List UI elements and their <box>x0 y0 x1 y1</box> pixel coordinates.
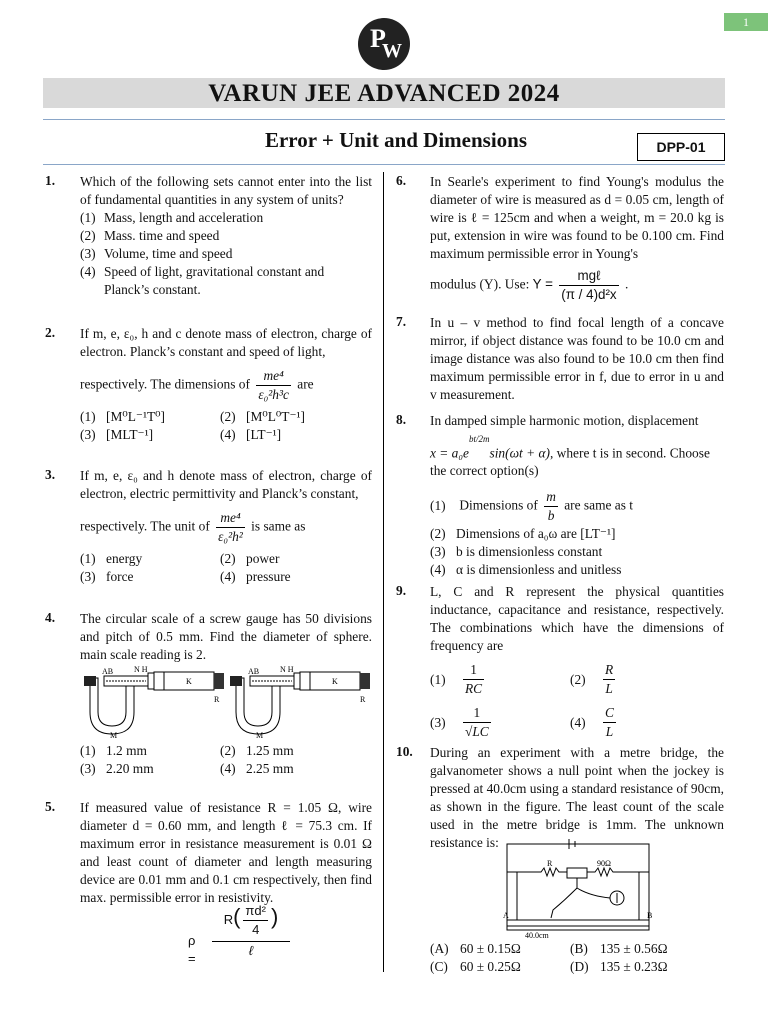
option: (1) Dimensions of $\frac{m}{b}$ are same as t <box>430 489 634 524</box>
question-6 <box>430 173 724 304</box>
svg-text:K: K <box>186 677 192 686</box>
question-number: 7. <box>396 314 407 329</box>
option: (3) b is dimensionless constant <box>430 544 603 560</box>
question-9 <box>430 583 724 741</box>
divider-line <box>43 164 725 165</box>
question-number: 8. <box>396 412 407 427</box>
page-number: 1 <box>724 13 768 31</box>
pw-logo: P W <box>358 18 410 70</box>
svg-text:R: R <box>547 859 553 868</box>
dpp-label: DPP-01 <box>637 133 725 161</box>
option: (4) Speed of light, gravitational constant and Planck’s constant. <box>80 264 325 297</box>
fraction: $\frac{\text{me⁴}}{\text{ε₀²h²}}$ <box>218 510 243 544</box>
svg-text:90Ω: 90Ω <box>597 859 611 868</box>
page-subtitle: Error + Unit and Dimensions <box>264 128 528 152</box>
fraction: $\frac{\text{me⁴}}{\text{ε₀²h³c}}$ <box>258 368 289 402</box>
options-grid: (1) [M⁰L⁻¹T⁰] (2) [M⁰L⁰T⁻¹] (3) [MLT⁻¹] (4) [LT⁻¹] <box>80 409 306 442</box>
option: (2) Dimensions of a₀ω are [LT⁻¹] <box>430 526 616 542</box>
screw-gauge-figure <box>80 664 372 740</box>
question-text: L, C and R represent the physical quantities inductance, capacitance and resistance, respectively. The combinations which have the dimensions of frequency are <box>430 584 724 653</box>
question-4 <box>80 610 372 664</box>
question-text: If measured value of resistance R = 1.05 Ω, wire diameter d = 0.60 mm, and length ℓ = 75.3 cm. If maximum error in resistance measurement is 0.01 Ω and least count of diameter and length measuring device are 0.01 mm and 0.1 cm respectively, then find max. permissible error in resistivity. <box>80 800 372 905</box>
column-divider <box>383 172 384 972</box>
question-number: 4. <box>45 610 56 625</box>
question-number: 1. <box>45 173 56 188</box>
question-text: modulus (Y). Use: Y = $\frac{\text{mgℓ}}{\text{(π / 4)d²x}}$ . <box>430 268 629 302</box>
question-text: Which of the following sets cannot enter into the list of fundamental quantities in any system of units? <box>80 174 372 207</box>
options-grid: (A) 60 ± 0.15Ω (B) 135 ± 0.56Ω (C) 60 ± 0.25Ω (D) 135 ± 0.23Ω <box>430 941 668 974</box>
option: (4) α is dimensionless and unitless <box>430 562 622 578</box>
option: (2) Mass. time and speed <box>80 228 220 243</box>
svg-text:N H: N H <box>134 665 148 674</box>
question-5 <box>80 799 372 907</box>
question-text: During an experiment with a metre bridge, the galvanometer shows a null point when the jockey is pressed at 40.0cm using a standard resistance of 90cm, as shown in the figure. The least count of the scale used in the metre bridge is 1mm. The unknown resistance is: <box>430 745 724 850</box>
svg-text:R: R <box>360 695 366 704</box>
question-2 <box>80 325 372 444</box>
question-8 <box>430 412 724 579</box>
svg-text:N H: N H <box>280 665 294 674</box>
question-text: respectively. The unit of $\frac{\text{me⁴}}{\text{ε₀²h²}}$ is same as <box>80 510 306 544</box>
svg-text:AB: AB <box>248 667 260 676</box>
svg-text:40.0cm: 40.0cm <box>525 931 549 940</box>
metre-bridge-figure <box>495 838 661 942</box>
question-text: $x = a_0e^{bt/2m}\sin(\omega t + \alpha)$, where t is in second. Choose the correct option(s) <box>430 434 710 479</box>
question-number: 6. <box>396 173 407 188</box>
svg-text:A: A <box>503 911 509 920</box>
svg-text:M: M <box>110 731 118 740</box>
options-grid: (1) energy (2) power (3) force (4) pressure <box>80 551 291 584</box>
svg-text:R: R <box>214 695 220 704</box>
svg-text:M: M <box>256 731 264 740</box>
question-text: In Searle's experiment to find Young's modulus the diameter of wire is measured as d = 0.05 cm, length of wire is ℓ = 125cm and when a weight, m = 20.0 kg is put, extension in wire was found to be 0.100 cm. Find maximum permissible error in Young's <box>430 174 724 261</box>
question-number: 5. <box>45 799 56 814</box>
question-text: In damped simple harmonic motion, displacement <box>430 413 699 428</box>
banner-title: VARUN JEE ADVANCED 2024 <box>43 78 725 108</box>
question-1 <box>80 173 372 299</box>
options-grid: (1) $\frac{1}{RC}$ (2) $\frac{R}{L}$ (3) $\frac{1}{√LC}$ (4) $\frac{C}{L}$ <box>430 662 614 739</box>
option: (3) Volume, time and speed <box>80 246 233 261</box>
svg-text:B: B <box>647 911 653 920</box>
option: (1) Mass, length and acceleration <box>80 210 264 225</box>
options-grid: (1) 1.2 mm (2) 1.25 mm (3) 2.20 mm (4) 2.25 mm <box>80 743 294 776</box>
question-10 <box>430 744 724 852</box>
question-3 <box>80 467 372 586</box>
svg-text:AB: AB <box>102 667 114 676</box>
question-10-options <box>430 940 724 976</box>
divider-line <box>43 119 725 120</box>
question-text: If m, e, ε₀, h and c denote mass of electron, charge of electron. Planck’s constant and speed of light, <box>80 326 372 359</box>
question-number: 2. <box>45 325 56 340</box>
question-number: 3. <box>45 467 56 482</box>
question-text: In u – v method to find focal length of a concave mirror, if object distance was found to be 10.0 cm and image distance was also found to be 10.0 cm then find maximum permissible error in f, due to error in u and v measurement. <box>430 315 724 402</box>
question-text: respectively. The dimensions of $\frac{\text{me⁴}}{\text{ε₀²h³c}}$ are <box>80 368 314 402</box>
question-number: 9. <box>396 583 407 598</box>
question-4-options <box>80 742 372 778</box>
question-7 <box>430 314 724 404</box>
question-text: If m, e, ε₀ and h denote mass of electron, charge of electron, electric permittivity and Planck’s constant, <box>80 468 372 501</box>
svg-text:K: K <box>332 677 338 686</box>
question-text: The circular scale of a screw gauge has 50 divisions and pitch of 0.5 mm. Find the diameter of sphere. main scale reading is 2. <box>80 611 372 662</box>
question-number: 10. <box>396 744 413 759</box>
